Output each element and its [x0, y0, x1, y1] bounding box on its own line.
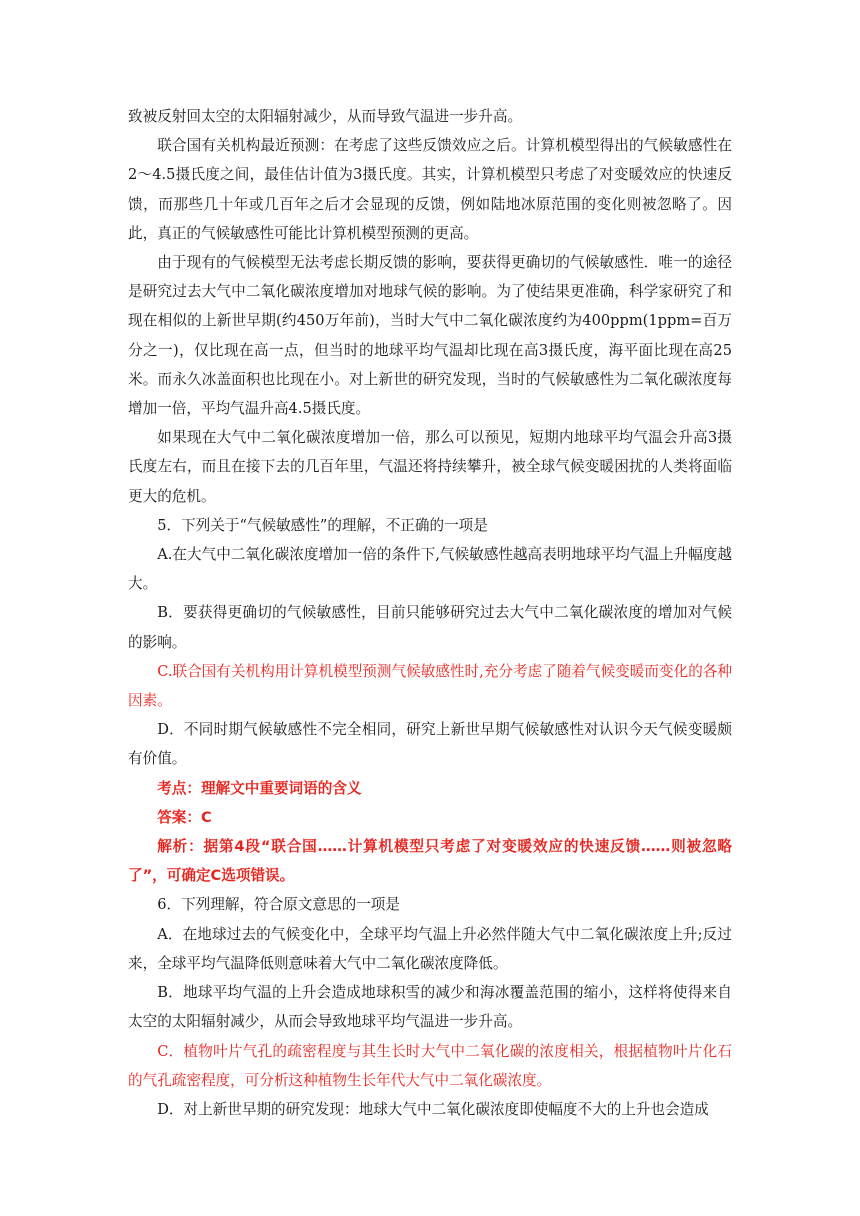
question-6-option-a: A．在地球过去的气候变化中，全球平均气温上升必然伴随大气中二氧化碳浓度上升;反过来，全球平均气温降低则意味着大气中二氧化碳浓度降低。 [128, 925, 732, 972]
document-body [128, 102, 732, 1124]
question-5-explanation: 解析：据第4段“联合国……计算机模型只考虑了对变暖效应的快速反馈……则被忽略了”，可确定C选项错误。 [128, 838, 732, 885]
question-6-stem: 6．下列理解，符合原文意思的一项是 [157, 896, 400, 914]
question-5-option-a: A.在大气中二氧化碳浓度增加一倍的条件下,气候敏感性越高表明地球平均气温上升幅度越大。 [128, 546, 732, 593]
question-5-answer: 答案：C [157, 808, 212, 826]
paragraph-continuation: 致被反射回太空的太阳辐射减少，从而导致气温进一步升高。 [128, 108, 523, 125]
question-5-option-d: D．不同时期气候敏感性不完全相同，研究上新世早期气候敏感性对认识今天气候变暖颇有价值。 [128, 721, 732, 768]
question-5-key-point: 考点：理解文中重要词语的含义 [157, 779, 362, 797]
paragraph-future-warming: 如果现在大气中二氧化碳浓度增加一倍，那么可以预见，短期内地球平均气温会升高3摄氏度左右，而且在接下去的几百年里，气温还将持续攀升，被全球气候变暖困扰的人类将面临更大的危机。 [128, 429, 732, 505]
paragraph-pliocene-research: 由于现有的气候模型无法考虑长期反馈的影响，要获得更确切的气候敏感性．唯一的途径是研究过去大气中二氧化碳浓度增加对地球气候的影响。为了使结果更准确，科学家研究了和现在相似的上新世早期(约450万年前)，当时大气中二氧化碳浓度约为400ppm(1ppm=百万分之一)，仅比现在高一点，但当时的地球平均气温却比现在高3摄氏度，海平面比现在高25米。而永久冰盖面积也比现在小。对上新世的研究发现，当时的气候敏感性为二氧化碳浓度每增加一倍，平均气温升高4.5摄氏度。 [128, 254, 732, 418]
question-6-option-b: B．地球平均气温的上升会造成地球积雪的减少和海冰覆盖范围的缩小，这样将使得来自太空的太阳辐射减少，从而会导致地球平均气温进一步升高。 [128, 984, 732, 1031]
question-5-option-c: C.联合国有关机构用计算机模型预测气候敏感性时,充分考虑了随着气候变暖而变化的各种因素。 [128, 662, 732, 710]
question-5-stem: 5．下列关于“气候敏感性”的理解，不正确的一项是 [157, 516, 488, 534]
paragraph-un-prediction: 联合国有关机构最近预测：在考虑了这些反馈效应之后。计算机模型得出的气候敏感性在2～4.5摄氏度之间，最佳估计值为3摄氏度。其实，计算机模型只考虑了对变暖效应的快速反馈，而那些几十年或几百年之后才会显现的反馈，例如陆地冰原范围的变化则被忽略了。因此，真正的气候敏感性可能比计算机模型预测的更高。 [128, 137, 732, 242]
question-5-option-b: B．要获得更确切的气候敏感性，目前只能够研究过去大气中二氧化碳浓度的增加对气候的影响。 [128, 604, 732, 651]
question-6-option-c: C．植物叶片气孔的疏密程度与其生长时大气中二氧化碳的浓度相关，根据植物叶片化石的气孔疏密程度，可分析这种植物生长年代大气中二氧化碳浓度。 [128, 1042, 732, 1089]
question-6-option-d: D．对上新世早期的研究发现：地球大气中二氧化碳浓度即使幅度不大的上升也会造成 [157, 1100, 709, 1118]
